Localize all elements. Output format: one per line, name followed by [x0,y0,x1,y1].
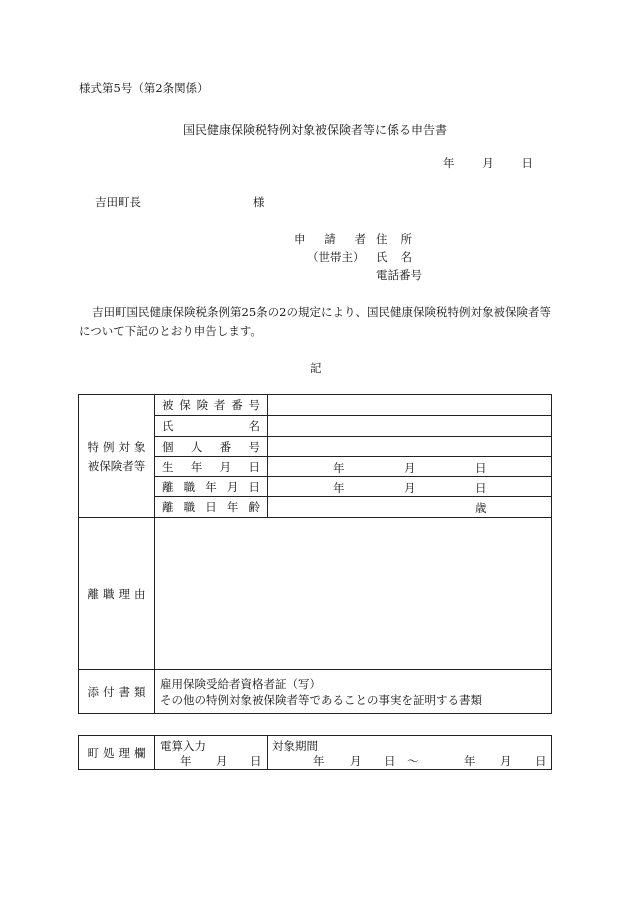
month-unit: 月 [404,480,416,495]
date-day-label: 日 [521,156,533,170]
label-char: 月 [219,459,232,474]
applicant-char: 請 [324,232,336,246]
label-char: 日 [205,500,217,514]
applicant-label [294,231,366,247]
form-number: 様式第5号（第2条関係） [79,81,209,95]
name-label [376,249,412,265]
office-use-table [78,735,552,770]
group-label-line1 [88,439,146,455]
birthdate-label [155,457,268,477]
date-month-label: 月 [482,156,494,170]
label-char: 険 [196,398,209,412]
applicant-char: 者 [354,232,366,246]
label-char: 付 [103,684,115,699]
group-label-char: 例 [103,439,115,454]
label-char: 職 [183,500,196,514]
input-label: 電算入力 [160,739,206,753]
name-field[interactable] [268,416,552,437]
phone-label: 電話番号 [376,268,422,282]
addressee-honorific: 様 [253,195,265,209]
group-label-char: 象 [134,439,146,454]
month-unit: 月 [216,754,228,768]
label-char: 書 [118,684,130,699]
date-line [443,155,533,171]
label-char: 個 [162,439,174,454]
period-label: 対象期間 [272,739,318,753]
label-char: 号 [248,439,260,454]
household-label: （世帯主） [307,250,365,264]
applicant-label-row [294,231,366,247]
label-char: 町 [87,745,99,760]
day-unit: 日 [250,754,262,768]
form-title: 国民健康保険税特例対象被保険者等に係る申告書 [183,123,448,137]
group-label-char: 特 [87,439,99,454]
address-label-row [376,231,412,247]
label-char: 理 [118,745,130,760]
label-char: 類 [134,684,146,699]
group-label-cell [79,395,155,518]
label-char: 年 [226,500,239,514]
individual-number-field[interactable] [268,437,552,457]
label-char: 保 [179,398,191,412]
attachments-label-cell [79,670,155,714]
body-line-2: について下記のとおり申告します。 [79,324,262,338]
label-char: 生 [162,459,174,474]
label-char: 処 [103,745,115,760]
label-char: 番 [231,398,243,412]
address-char: 所 [400,232,412,246]
month-unit: 月 [404,460,416,475]
year-unit: 年 [313,754,325,768]
label-char: 離 [162,479,174,494]
month-unit: 月 [350,754,362,768]
address-char: 住 [376,232,388,246]
label-char: 欄 [134,745,146,760]
name-char: 氏 [376,250,388,264]
label-char: 年 [190,459,203,474]
day-unit: 日 [384,754,396,768]
label-char: 日 [248,479,260,494]
day-unit: 日 [535,754,547,768]
declaration-table [78,394,552,714]
reason-field[interactable] [155,518,552,670]
label-char: 番 [219,439,232,454]
label-char: 理 [118,586,130,601]
individual-number-label [155,437,268,457]
label-char: 月 [226,479,239,494]
group-label-char: 対 [118,439,130,454]
name-row-label [155,416,268,437]
label-char: 齢 [248,500,260,514]
year-unit: 年 [180,754,192,768]
day-unit: 日 [475,480,487,495]
label-char: 職 [183,479,196,494]
month-unit: 月 [500,754,512,768]
label-char: 離 [162,500,174,514]
year-unit: 年 [333,480,345,495]
age-unit: 歳 [475,501,487,515]
office-label-cell [79,736,155,770]
birthdate-field[interactable] [268,457,552,477]
label-char: 被 [162,398,174,412]
separation-date-label [155,477,268,497]
label-char: 号 [248,398,260,412]
label-char: 離 [87,586,99,601]
day-unit: 日 [475,460,487,475]
label-char: 氏 [162,419,174,433]
ki-label: 記 [310,361,322,375]
label-char: 日 [248,459,260,474]
year-unit: 年 [333,460,345,475]
attachments-list [155,670,552,714]
label-char: 由 [134,586,146,601]
attachment-item: その他の特例対象被保険者等であることの事実を証明する書類 [160,692,482,707]
addressee-name: 吉田町長 [95,195,141,209]
applicant-char: 申 [294,232,306,246]
label-char: 年 [205,479,217,494]
date-year-label: 年 [443,156,455,170]
group-label-line2: 被保険者等 [87,458,146,473]
separation-date-field[interactable] [268,477,552,497]
separation-age-field[interactable] [268,497,552,518]
label-char: 職 [103,586,115,601]
insured-number-label [155,395,268,416]
address-label [376,231,412,247]
label-char: 添 [87,684,99,699]
label-char: 者 [213,398,226,412]
name-char: 名 [400,250,412,264]
reason-label-cell [79,518,155,670]
attachment-item: 雇用保険受給者資格者証（写） [160,676,321,691]
input-cell[interactable] [155,736,268,770]
label-char: 人 [190,439,203,454]
name-label-row [376,249,412,265]
year-unit: 年 [464,754,476,768]
label-char: 名 [248,419,260,433]
body-line-1: 吉田町国民健康保険税条例第25条の2の規定により、国民健康保険税特例対象被保険者等 [92,305,551,319]
period-tilde: ～ [407,754,419,768]
separation-age-label [155,497,268,518]
insured-number-field[interactable] [268,395,552,416]
period-cell[interactable] [268,736,552,770]
